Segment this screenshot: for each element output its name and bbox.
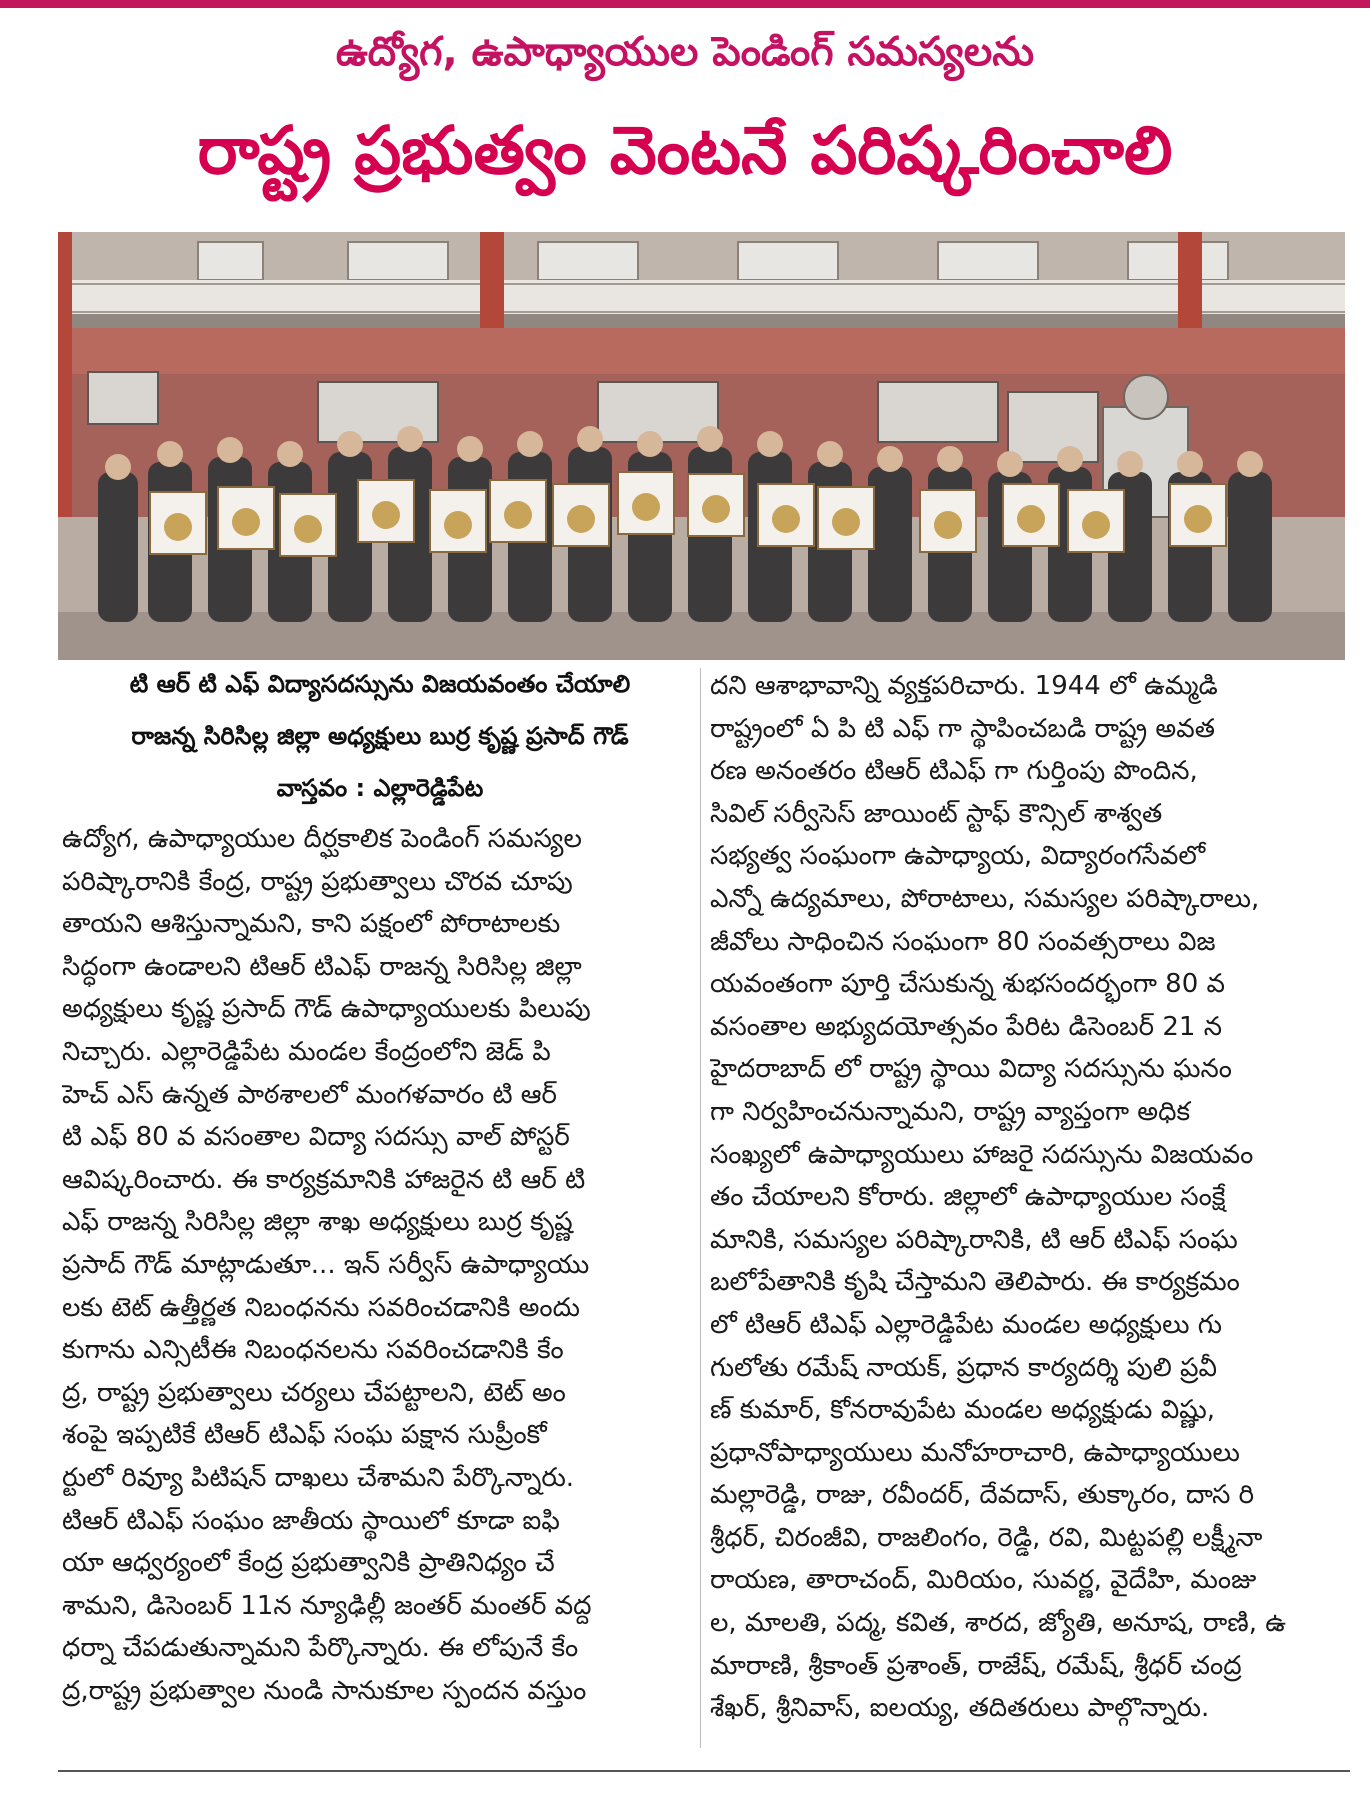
body-line: కుగాను ఎన్సిటీఈ నిబంధనలను సవరించడానికి కేం: [62, 1335, 564, 1366]
body-line: గులోతు రమేష్ నాయక్, ప్రధాన కార్యదర్శి పులి ప్రవీ: [710, 1352, 1218, 1383]
body-line: రాయణ, తారాచంద్, మిరియం, సువర్ణ, వైదేహి, మంజు: [710, 1565, 1257, 1596]
body-line: రణ అనంతరం టిఆర్ టిఎఫ్ గా గుర్తింపు పొందిన,: [710, 756, 1198, 787]
body-line: సంఖ్యలో ఉపాధ్యాయులు హాజరై సదస్సును విజయవం: [710, 1139, 1254, 1170]
article-body-left-column: [62, 818, 698, 1712]
body-line: ల, మాలతి, పద్మ, కవిత, శారద, జ్యోతి, అనూష, రాణి, ఉ: [710, 1608, 1287, 1639]
body-line: శామని, డిసెంబర్ 11న న్యూఢిల్లీ జంతర్ మంతర్ వద్ద: [62, 1590, 592, 1621]
body-line: ఎఫ్ రాజన్న సిరిసిల్ల జిల్లా శాఖ అధ్యక్షులు బుర్ర కృష్ణ: [62, 1207, 573, 1238]
body-line: ద్ర, రాష్ట్ర ప్రభుత్వాలు చర్యలు చేపట్టాలని, టెట్ అం: [62, 1377, 566, 1408]
body-line: ఎన్నో ఉద్యమాలు, పోరాటాలు, సమస్యల పరిష్కారాలు,: [710, 883, 1260, 914]
body-line: వసంతాల అభ్యుదయోత్సవం పేరిట డిసెంబర్ 21 న: [710, 1011, 1222, 1042]
body-line: యవంతంగా పూర్తి చేసుకున్న శుభసందర్భంగా 80 వ: [710, 969, 1226, 1000]
body-line: లో టిఆర్ టిఎఫ్ ఎల్లారెడ్డిపేట మండల అధ్యక్షులు గు: [710, 1309, 1222, 1340]
body-line: యా ఆధ్వర్యంలో కేంద్ర ప్రభుత్వానికి ప్రాతినిధ్యం చే: [62, 1548, 555, 1579]
body-line: మారాణి, శ్రీకాంత్ ప్రశాంత్, రాజేష్, రమేష్, శ్రీధర్ చంద్ర: [710, 1650, 1242, 1681]
body-line: ర్టులో రివ్యూ పిటిషన్ దాఖలు చేశామని పేర్కొన్నారు.: [62, 1462, 575, 1493]
body-line: అధ్యక్షులు కృష్ణ ప్రసాద్ గౌడ్ ఉపాధ్యాయులకు పిలుపు: [62, 994, 591, 1025]
body-line: టిఆర్ టిఎఫ్ సంఘం జాతీయ స్థాయిలో కూడా ఐఫి: [62, 1505, 560, 1536]
body-line: గా నిర్వహించనున్నామని, రాష్ట్ర వ్యాప్తంగా అధిక: [710, 1096, 1191, 1127]
body-line: శ్రీధర్, చిరంజీవి, రాజలింగం, రెడ్డి, రవి, మిట్టపల్లి లక్ష్మీనా: [710, 1522, 1263, 1553]
body-line: ప్రధానోపాధ్యాయులు మనోహరాచారి, ఉపాధ్యాయులు: [710, 1437, 1240, 1468]
photo-caption-line-2: రాజన్న సిరిసిల్ల జిల్లా అధ్యక్షులు బుర్ర కృష్ణ ప్రసాద్ గౌడ్: [131, 722, 629, 750]
body-line: ఆవిష్కరించారు. ఈ కార్యక్రమానికి హాజరైన టి ఆర్ టి: [62, 1164, 586, 1195]
column-divider: [700, 668, 701, 1748]
body-line: ధర్నా చేపడుతున్నామని పేర్కొన్నారు. ఈ లోపునే కేం: [62, 1633, 579, 1664]
body-line: లకు టెట్ ఉత్తీర్ణత నిబంధనను సవరించడానికి అందు: [62, 1292, 580, 1323]
body-line: ణ్ కుమార్, కోనరావుపేట మండల అధ్యక్షుడు విష్ణు,: [710, 1395, 1215, 1426]
photo-caption-line-1: టి ఆర్ టి ఎఫ్ విద్యాసదస్సును విజయవంతం చేయాలి: [129, 670, 631, 698]
photo-caption-dateline: వాస్తవం : ఎల్లారెడ్డిపేట: [276, 774, 484, 802]
body-line: పరిష్కారానికి కేంద్ర, రాష్ట్ర ప్రభుత్వాలు చొరవ చూపు: [62, 866, 573, 897]
news-photo: [58, 232, 1345, 660]
body-line: టి ఎఫ్ 80 వ వసంతాల విద్యా సదస్సు వాల్ పోస్టర్: [62, 1122, 570, 1153]
article-body-right-column: [710, 665, 1350, 1730]
body-line: సివిల్ సర్వీసెస్ జాయింట్ స్టాఫ్ కౌన్సిల్ శాశ్వత: [710, 798, 1163, 829]
body-line: ద్ర,రాష్ట్ర ప్రభుత్వాల నుండి సానుకూల స్పందన వస్తుం: [62, 1675, 587, 1706]
top-color-bar: [0, 0, 1370, 8]
body-line: తం చేయాలని కోరారు. జిల్లాలో ఉపాధ్యాయుల సంక్షే: [710, 1182, 1226, 1213]
body-line: నిచ్చారు. ఎల్లారెడ్డిపేట మండల కేంద్రంలోని జెడ్ పి: [62, 1036, 551, 1067]
group-photo-illustration: [58, 232, 1345, 660]
body-line: శంపై ఇప్పటికే టిఆర్ టిఎఫ్ సంఘ పక్షాన సుప్రీంకో: [62, 1420, 547, 1451]
body-line: ఉద్యోగ, ఉపాధ్యాయుల దీర్ఘకాలిక పెండింగ్ సమస్యల: [62, 824, 582, 854]
bottom-rule: [58, 1770, 1350, 1772]
body-line: రాష్ట్రంలో ఏ పి టి ఎఫ్ గా స్థాపించబడి రాష్ట్ర అవత: [710, 713, 1215, 744]
body-line: జీవోలు సాధించిన సంఘంగా 80 సంవత్సరాలు విజ: [710, 926, 1216, 957]
body-line: మానికి, సమస్యల పరిష్కారానికి, టి ఆర్ టిఎఫ్ సంఘ: [710, 1224, 1238, 1255]
body-line: హెచ్ ఎస్ ఉన్నత పాఠశాలలో మంగళవారం టి ఆర్: [62, 1079, 557, 1110]
body-line: సభ్యత్వ సంఘంగా ఉపాధ్యాయ, విద్యారంగసేవలో: [710, 841, 1206, 872]
article-subheadline: ఉద్యోగ, ఉపాధ్యాయుల పెండింగ్ సమస్యలను: [335, 29, 1035, 75]
body-line: దని ఆశాభావాన్ని వ్యక్తపరిచారు. 1944 లో ఉమ్మడి: [710, 671, 1218, 701]
body-line: తాయని ఆశిస్తున్నామని, కాని పక్షంలో పోరాటాలకు: [62, 909, 561, 940]
article-headline: రాష్ట్ర ప్రభుత్వం వెంటనే పరిష్కరించాలి: [197, 112, 1173, 189]
body-line: మల్లారెడ్డి, రాజు, రవీందర్, దేవదాస్, తుక్కారం, దాస రి: [710, 1480, 1255, 1511]
body-line: శేఖర్, శ్రీనివాస్, ఐలయ్య, తదితరులు పాల్గొన్నారు.: [710, 1693, 1210, 1724]
body-line: సిద్ధంగా ఉండాలని టిఆర్ టిఎఫ్ రాజన్న సిరిసిల్ల జిల్లా: [62, 951, 582, 982]
body-line: బలోపేతానికి కృషి చేస్తామని తెలిపారు. ఈ కార్యక్రమం: [710, 1267, 1240, 1298]
body-line: ప్రసాద్ గౌడ్ మాట్లాడుతూ... ఇన్ సర్వీస్ ఉపాధ్యాయు: [62, 1249, 590, 1280]
body-line: హైదరాబాద్ లో రాష్ట్ర స్థాయి విద్యా సదస్సును ఘనం: [710, 1054, 1232, 1085]
